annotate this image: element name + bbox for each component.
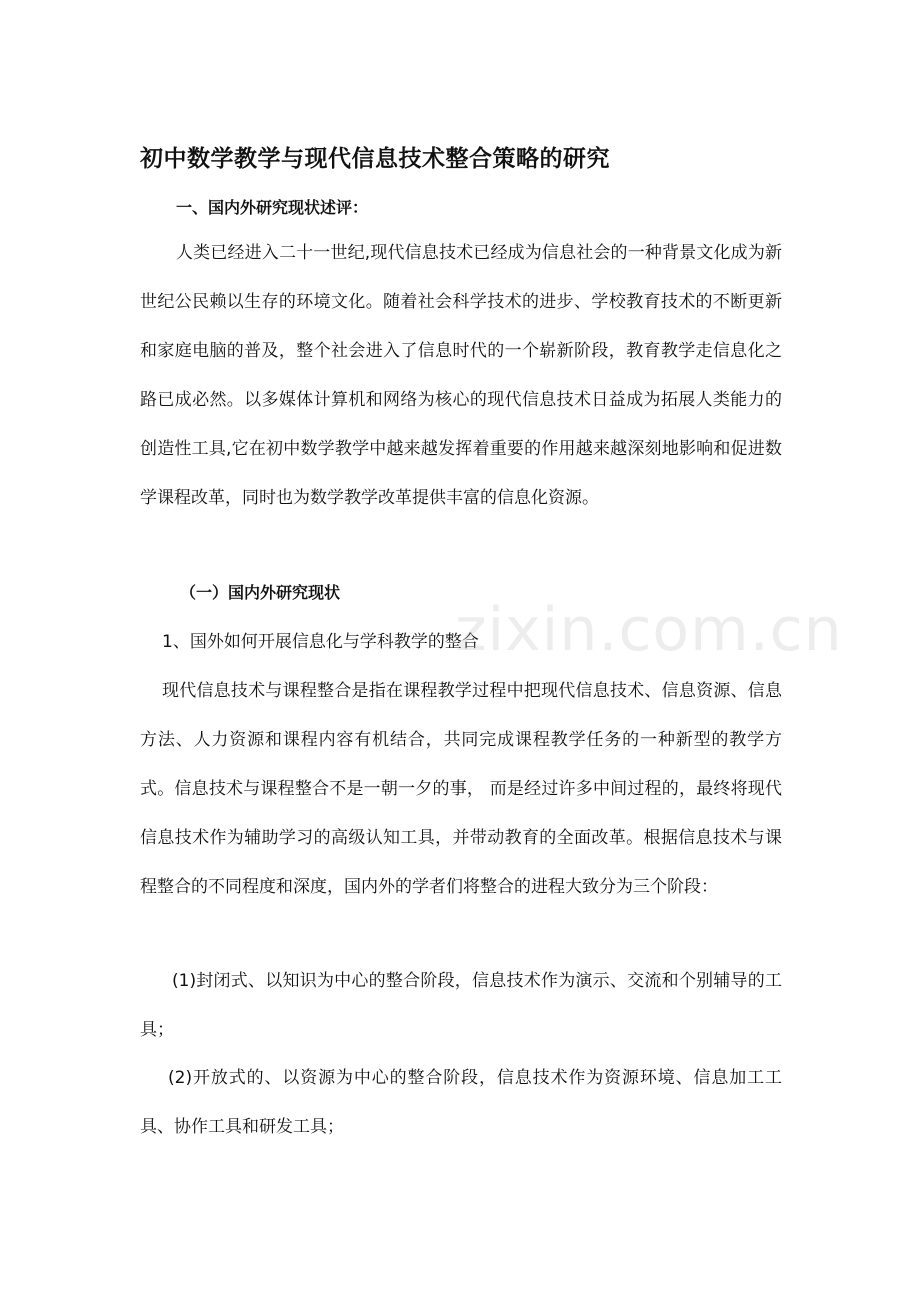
stage-1-paragraph: (1)封闭式、以知识为中心的整合阶段，信息技术作为演示、交流和个别辅导的工具；	[140, 971, 782, 1040]
list-item-heading: 1、国外如何开展信息化与学科教学的整合	[162, 632, 479, 652]
integration-paragraph: 现代信息技术与课程整合是指在课程教学过程中把现代信息技术、信息资源、信息方法、人力资源和课程内容有机结合，共同完成课程教学任务的一种新型的教学方式。信息技术与课程整合不是一朝一夕的事， 而是经过许多中间过程的，最终将现代信息技术作为辅助学习的高级认知工具，并带动教育的全面改革。根据信息技术与课程整合的不同程度和深度，国内外的学者们将整合的进程大致分为三个阶段：	[140, 681, 782, 897]
intro-paragraph: 人类已经进入二十一世纪,现代信息技术已经成为信息社会的一种背景文化成为新世纪公民赖以生存的环境文化。随着社会科学技术的进步、学校教育技术的不断更新和家庭电脑的普及，整个社会进入了信息时代的一个崭新阶段，教育教学走信息化之路已成必然。以多媒体计算机和网络为核心的现代信息技术日益成为拓展人类能力的创造性工具,它在初中数学教学中越来越发挥着重要的作用越来越深刻地影响和促进数学课程改革，同时也为数学教学改革提供丰富的信息化资源。	[140, 243, 782, 508]
section-heading: 一、国内外研究现状述评：	[176, 198, 369, 217]
stage-2-paragraph: (2)开放式的、以资源为中心的整合阶段，信息技术作为资源环境、信息加工工具、协作工具和研发工具；	[140, 1068, 782, 1137]
document-title: 初中数学教学与现代信息技术整合策略的研究	[140, 146, 610, 172]
watermark: zixin.com.cn	[455, 595, 843, 665]
sub-heading: （一）国内外研究现状	[180, 583, 341, 602]
